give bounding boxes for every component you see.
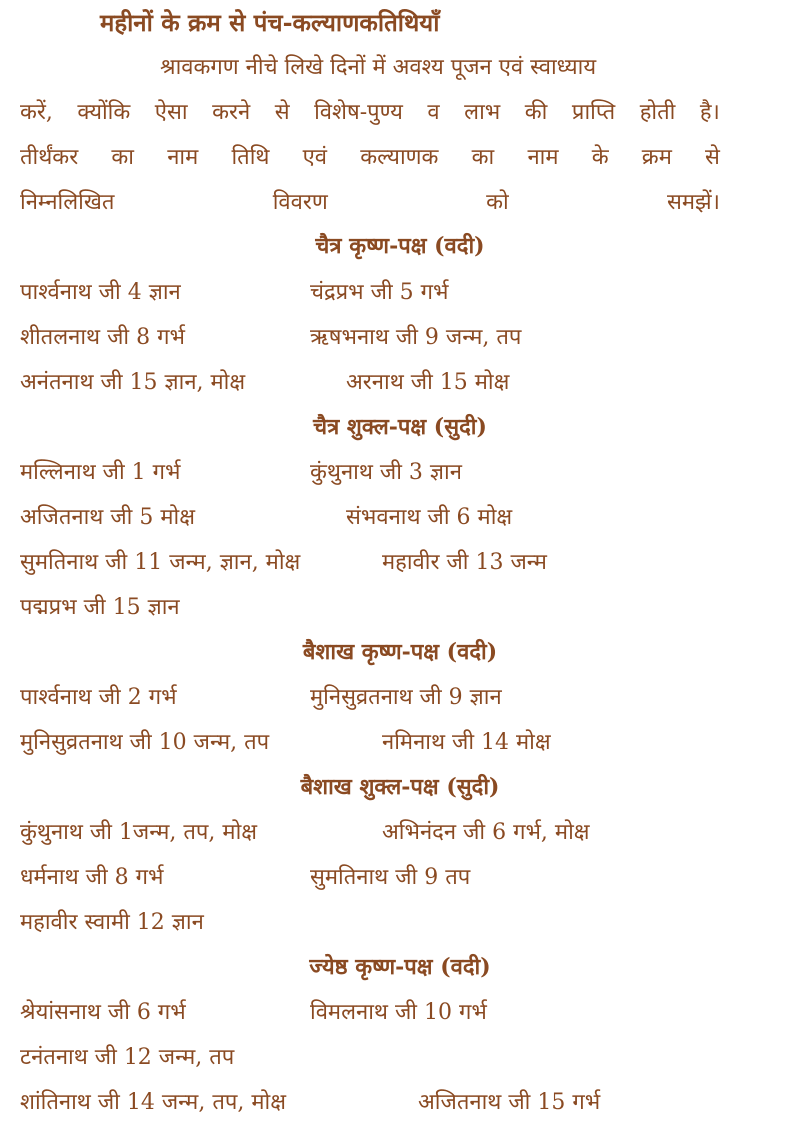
entry-left: अजितनाथ जी 5 मोक्ष [20,505,195,530]
entry-right: चंद्रप्रभ जी 5 गर्भ [310,280,449,305]
entry-right: अरनाथ जी 15 मोक्ष [346,370,510,395]
intro-word: करें, [20,100,53,125]
intro-word: से [705,145,720,170]
intro-word: विवरण [272,190,328,215]
intro-line-1: श्रावकगण नीचे लिखे दिनों में अवश्य पूजन एवं स्वाध्याय [160,55,597,80]
intro-word: व [427,100,440,125]
intro-word: प्राप्ति [571,100,616,125]
intro-word: होती [639,100,676,125]
entry-left: धर्मनाथ जी 8 गर्भ [20,865,164,890]
entry-left: महावीर स्वामी 12 ज्ञान [20,910,204,935]
entry-left: टनंतनाथ जी 12 जन्म, तप [20,1045,235,1070]
page-title: महीनों के क्रम से पंच-कल्याणकतिथियाँ [100,8,440,37]
section-heading: चैत्र शुक्ल-पक्ष (सुदी) [313,414,487,440]
entry-left: मुनिसुव्रतनाथ जी 10 जन्म, तप [20,730,270,755]
intro-word: तिथि [231,145,270,170]
entry-left: पार्श्वनाथ जी 4 ज्ञान [20,280,181,305]
intro-word: लाभ [464,100,501,125]
section-heading: बैशाख कृष्ण-पक्ष (वदी) [302,639,498,665]
entry-right: कुंथुनाथ जी 3 ज्ञान [310,460,462,485]
entry-left: शीतलनाथ जी 8 गर्भ [20,325,185,350]
intro-word: है। [699,100,720,125]
entry-right: सुमतिनाथ जी 9 तप [310,865,471,890]
intro-word: नाम [167,145,199,170]
entry-left: मल्लिनाथ जी 1 गर्भ [20,460,181,485]
entry-right: अजितनाथ जी 15 गर्भ [418,1090,601,1115]
intro-word: करने [212,100,251,125]
entry-right: नमिनाथ जी 14 मोक्ष [382,730,551,755]
entry-right: ऋषभनाथ जी 9 जन्म, तप [310,325,522,350]
intro-word: निम्नलिखित [20,190,115,215]
intro-word: समझें। [666,190,720,215]
intro-word: का [471,145,495,170]
intro-word: को [486,190,509,215]
intro-line-3 [20,144,720,172]
intro-line-2 [20,99,720,127]
section-heading: बैशाख शुक्ल-पक्ष (सुदी) [300,774,500,800]
entry-right: विमलनाथ जी 10 गर्भ [310,1000,487,1025]
section-heading: चैत्र कृष्ण-पक्ष (वदी) [315,233,485,259]
entry-left: पद्मप्रभ जी 15 ज्ञान [20,595,180,620]
intro-word: के [591,145,609,170]
entry-left: अनंतनाथ जी 15 ज्ञान, मोक्ष [20,370,246,395]
entry-left: सुमतिनाथ जी 11 जन्म, ज्ञान, मोक्ष [20,550,301,575]
intro-word: का [111,145,134,170]
intro-word: ऐसा [154,100,188,125]
entry-left: पार्श्वनाथ जी 2 गर्भ [20,685,177,710]
entry-right: महावीर जी 13 जन्म [382,550,547,575]
intro-word: एवं [302,145,328,170]
entry-left: श्रेयांसनाथ जी 6 गर्भ [20,1000,186,1025]
entry-right: मुनिसुव्रतनाथ जी 9 ज्ञान [310,685,502,710]
intro-word: से [274,100,290,125]
entry-left: शांतिनाथ जी 14 जन्म, तप, मोक्ष [20,1090,286,1115]
intro-word: विशेष-पुण्य [314,100,403,125]
section-heading: ज्येष्ठ कृष्ण-पक्ष (वदी) [309,954,491,980]
entry-right: अभिनंदन जी 6 गर्भ, मोक्ष [382,820,590,845]
intro-word: क्योंकि [77,100,131,125]
intro-word: कल्याणक [360,145,439,170]
entry-left: कुंथुनाथ जी 1जन्म, तप, मोक्ष [20,820,258,845]
intro-word: नाम [527,145,559,170]
intro-word: तीर्थंकर [20,145,79,170]
intro-word: की [524,100,548,125]
entry-right: संभवनाथ जी 6 मोक्ष [346,505,513,530]
intro-word: क्रम [641,145,672,170]
intro-line-4 [20,189,720,217]
